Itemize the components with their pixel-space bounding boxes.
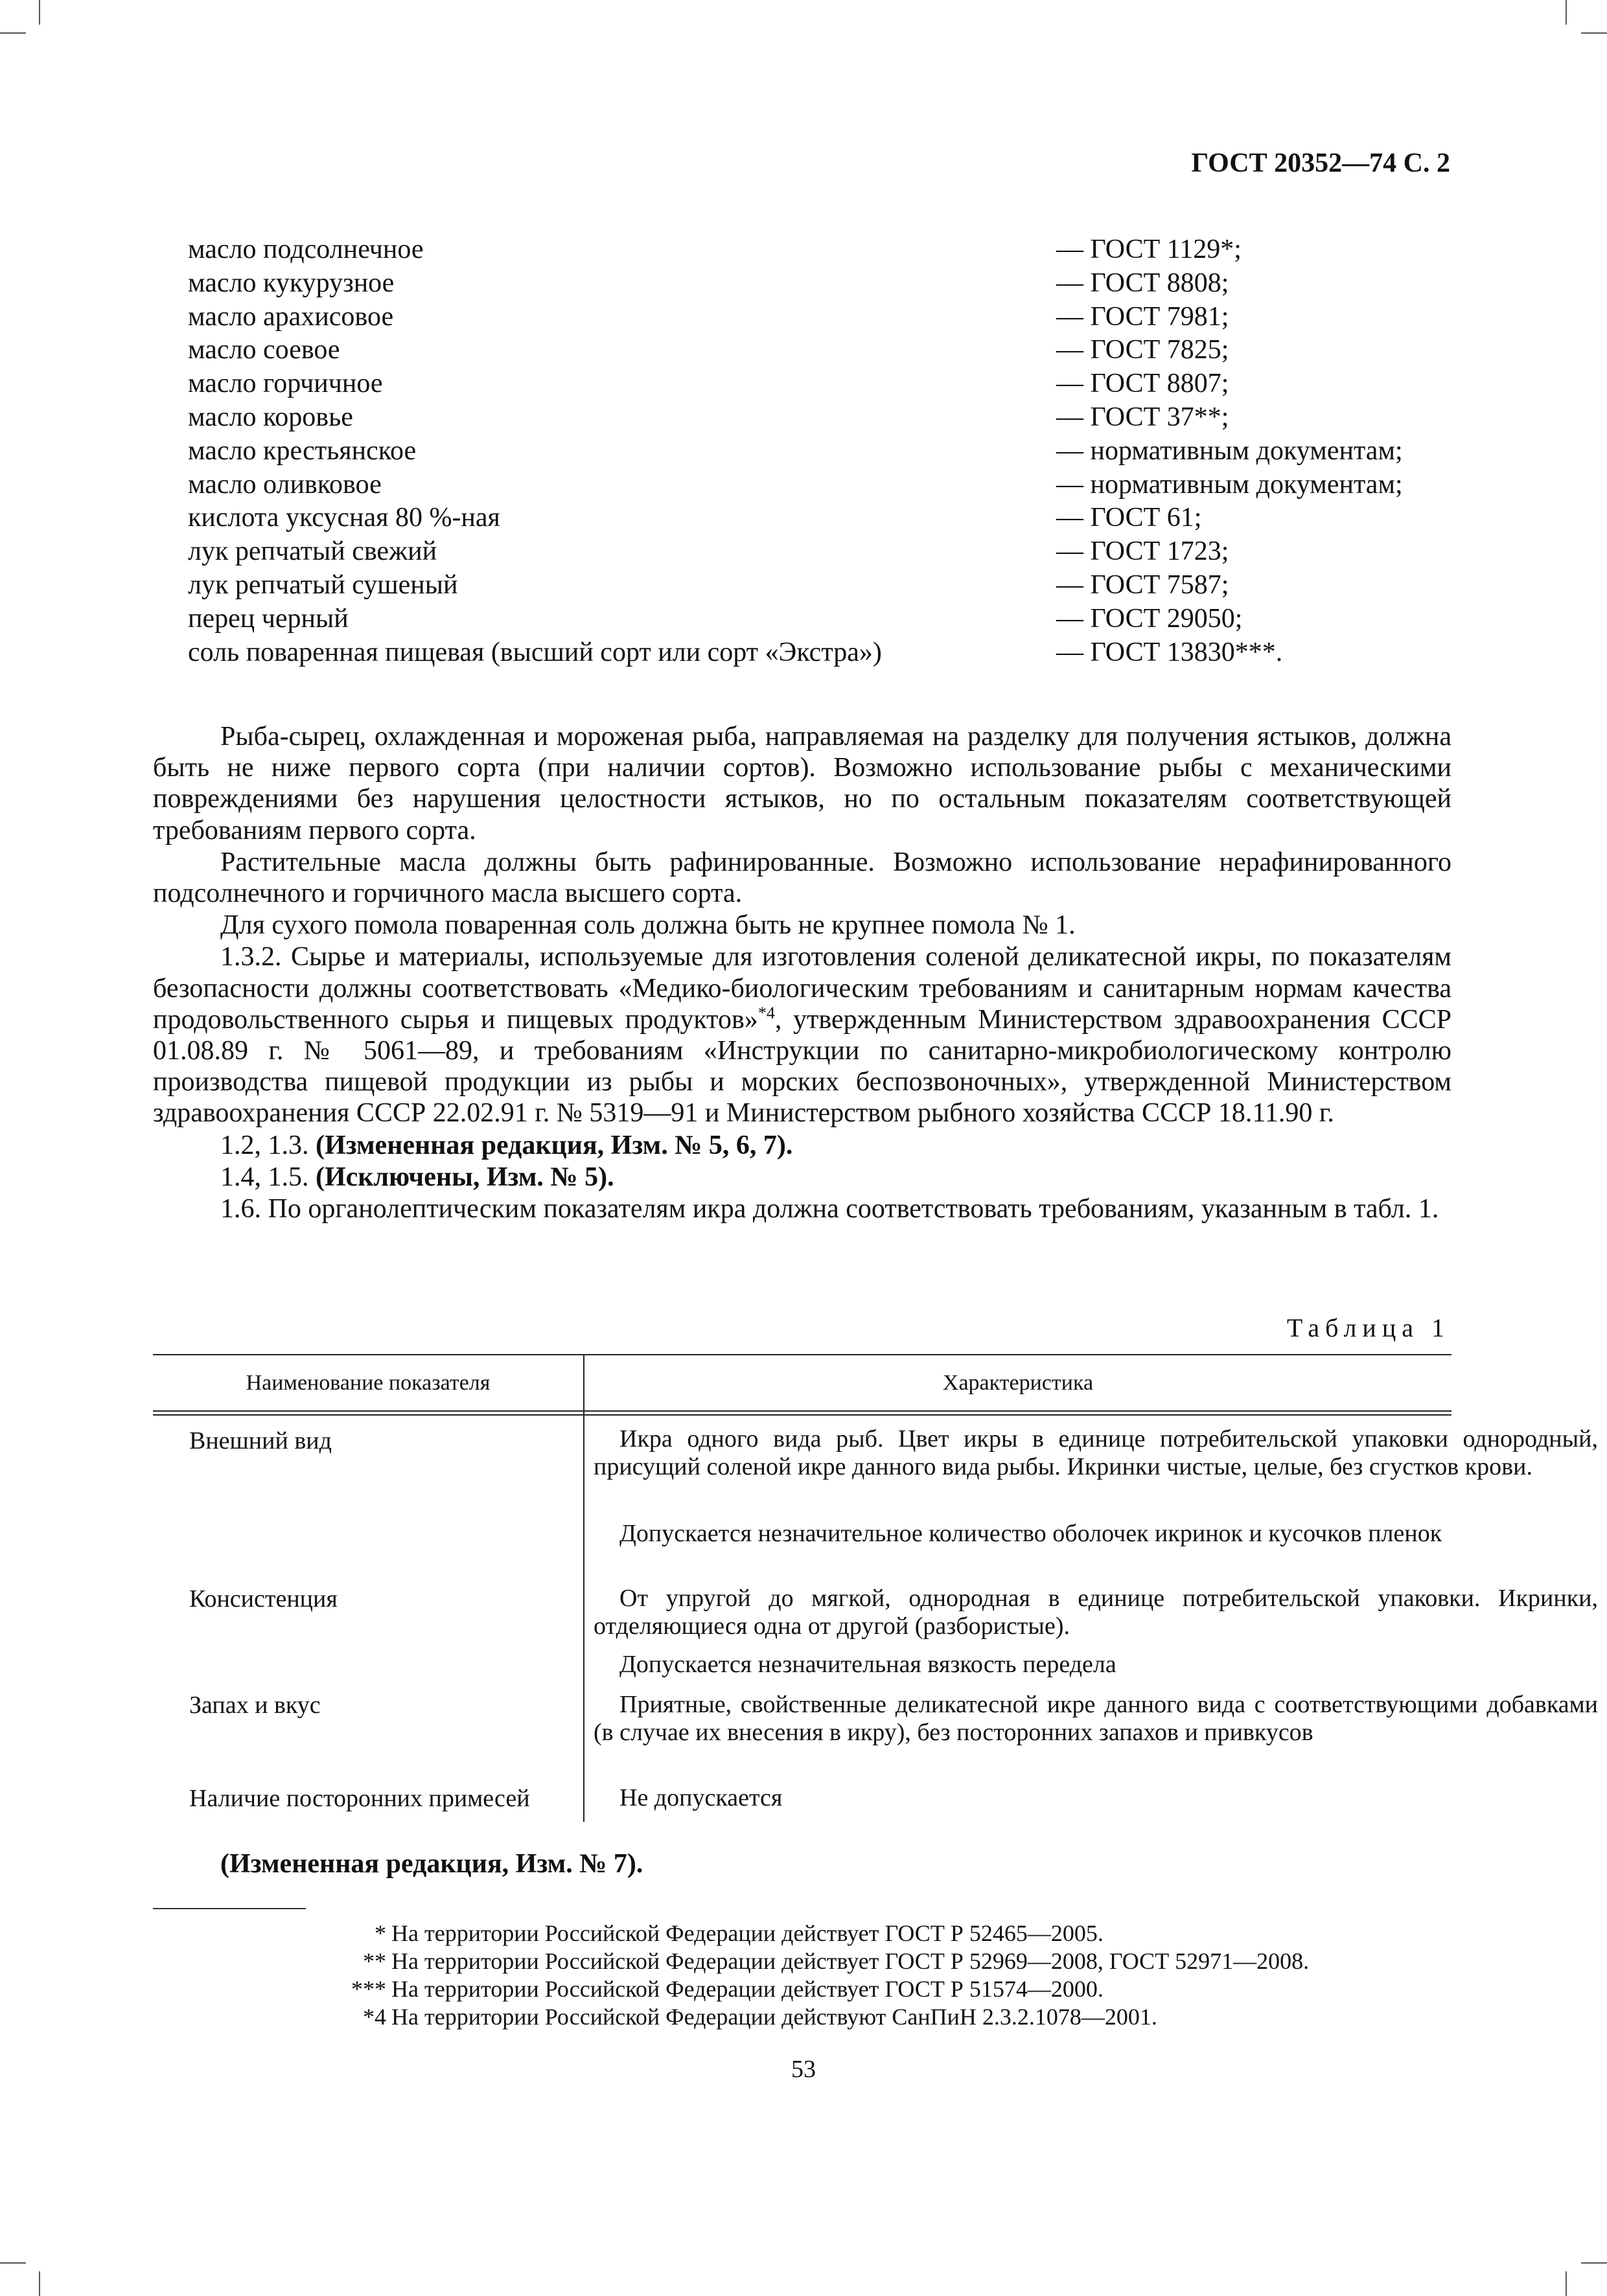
ingredient-standard: — нормативным документам; (1056, 469, 1403, 499)
list-item (188, 535, 1458, 569)
table-row-text (594, 1585, 1598, 1640)
table-cell: От упругой до мягкой, однородная в единице потребительской упаковки. Икринки, отделяющиеся одна от другой (разбористые). (594, 1585, 1598, 1640)
ingredient-standard: — ГОСТ 1723; (1056, 536, 1229, 567)
ingredient-name: масло оливковое (188, 469, 382, 499)
table-caption: Таблица 1 (1286, 1313, 1450, 1342)
table-row-name: Запах и вкус (189, 1692, 321, 1719)
table-header-name: Наименование показателя (246, 1371, 491, 1395)
paragraph: Для сухого помола поваренная соль должна быть не крупнее помола № 1. (220, 910, 1076, 941)
table-row-text (594, 1784, 1598, 1812)
footnote-text: На территории Российской Федерации действует ГОСТ Р 51574—2000. (391, 1976, 1104, 2002)
ingredient-standard: — нормативным документам; (1056, 435, 1403, 466)
ingredient-name: лук репчатый сушеный (188, 569, 458, 600)
crop-mark (0, 32, 26, 34)
crop-mark (1566, 2271, 1567, 2296)
table-cell: Допускается незначительная вязкость передела (619, 1651, 1116, 1678)
ingredient-name: масло арахисовое (188, 301, 394, 332)
ingredient-standard: — ГОСТ 61; (1056, 503, 1202, 533)
crop-mark (39, 0, 40, 25)
footnotes (153, 1920, 1384, 2031)
page-number: 53 (791, 2056, 816, 2083)
page-header: ГОСТ 20352—74 С. 2 (1191, 148, 1450, 178)
footnote (153, 1920, 1384, 1947)
crop-mark (1581, 32, 1607, 34)
ingredient-standard: — ГОСТ 8808; (1056, 268, 1229, 298)
crop-mark (39, 2271, 40, 2296)
table-rule (153, 1354, 1451, 1355)
ingredient-standard: — ГОСТ 7981; (1056, 301, 1229, 332)
ingredient-name: масло подсолнечное (188, 235, 424, 264)
footnote (153, 1975, 1384, 2003)
amendment-text: (Исключены, Изм. № 5). (316, 1162, 614, 1192)
footnote-text: На территории Российской Федерации действуют СанПиН 2.3.2.1078—2001. (391, 2004, 1157, 2030)
table-header-characteristic: Характеристика (942, 1371, 1094, 1395)
paragraph-1-3-2 (153, 941, 1451, 1129)
list-item (188, 603, 1458, 636)
crop-mark (1566, 0, 1567, 25)
ingredient-standard: — ГОСТ 7825; (1056, 335, 1229, 365)
crop-mark (1581, 2262, 1607, 2264)
clause-ref: 1.2, 1.3. (220, 1130, 309, 1160)
table-row-text (594, 1520, 1598, 1548)
clause-ref: 1.4, 1.5. (220, 1162, 309, 1192)
paragraph-text: , утвержденным Министерством здравоохранения СССР 01.08.89 г. № 5061—89, и требованиям «Инструкции по санитарно-микробиологическому контролю производства пищевой продукции из рыбы и морских беспозвоночных», утвержденной Министерством здравоохранения СССР 22.02.91 г. № 5319—91 и Министерством рыбного хозяйства СССР 18.11.90 г. (153, 1004, 1451, 1129)
ingredient-standard: — ГОСТ 37**; (1056, 402, 1229, 432)
paragraph-text: 1.3.2. Сырье и материалы, используемые для изготовления соленой деликатесной икры, по показателям безопасности должны соответствовать «Медико-биологическим требованиям и санитарным нормам качества продовольственного сырья и пищевых продуктов» (153, 942, 1451, 1035)
paragraph: Рыба-сырец, охлажденная и мороженая рыба, направляемая на разделку для получения ястыков, должна быть не ниже первого сорта (при наличии сортов). Возможно использование рыбы с механическими повреждениями без нарушения целостности ястыков, но по остальным показателям соответствующей требованиям первого сорта. (153, 722, 1451, 845)
paragraph: Растительные масла должны быть рафинированные. Возможно использование нерафинированного подсолнечного и горчичного масла высшего сорта. (153, 847, 1451, 909)
list-item (188, 569, 1458, 603)
paragraph: 1.6. По органолептическим показателям икра должна соответствовать требованиям, указанным в табл. 1. (220, 1194, 1439, 1224)
table-cell: Допускается незначительное количество оболочек икринок и кусочков пленок (619, 1520, 1442, 1547)
ingredient-standard: — ГОСТ 7587; (1056, 569, 1229, 600)
table-row-name: Внешний вид (189, 1427, 332, 1454)
table-row-name: Наличие посторонних примесей (189, 1785, 530, 1812)
table-row-text (594, 1425, 1598, 1481)
ingredient-standard: — ГОСТ 29050; (1056, 603, 1243, 634)
list-item (188, 233, 1458, 267)
body-text (153, 721, 1451, 1224)
list-item (188, 367, 1458, 401)
ingredient-name: соль поваренная пищевая (высший сорт или сорт «Экстра») (188, 637, 882, 667)
list-item (188, 301, 1458, 334)
crop-mark (0, 2262, 26, 2264)
amendment-footer: (Измененная редакция, Изм. № 7). (220, 1849, 643, 1879)
list-item (188, 267, 1458, 301)
amendment-note (153, 1130, 1451, 1161)
footnote-text: На территории Российской Федерации действует ГОСТ Р 52465—2005. (391, 1920, 1104, 1946)
list-item (188, 468, 1458, 502)
ingredient-name: лук репчатый свежий (188, 536, 437, 567)
ingredient-name: масло кукурузное (188, 268, 395, 298)
list-item (188, 636, 1458, 670)
ingredient-name: масло крестьянское (188, 435, 417, 466)
footnote (153, 2003, 1384, 2031)
table-row-text (594, 1651, 1598, 1679)
footnote-mark: ** (363, 1948, 386, 1974)
amendment-note (153, 1162, 1451, 1193)
ingredients-list (188, 233, 1458, 669)
table-cell: Икра одного вида рыб. Цвет икры в единице потребительской упаковки однородный, присущий соленой икре данного вида рыбы. Икринки чистые, целые, без сгустков крови. (594, 1425, 1598, 1480)
ingredient-standard: — ГОСТ 1129*; (1056, 235, 1242, 264)
amendment-text: (Измененная редакция, Изм. № 5, 6, 7). (316, 1130, 793, 1160)
footnote-text: На территории Российской Федерации действует ГОСТ Р 52969—2008, ГОСТ 52971—2008. (391, 1948, 1310, 1974)
table-divider (583, 1354, 584, 1822)
table-row-name: Консистенция (189, 1585, 338, 1613)
ingredient-name: масло соевое (188, 335, 340, 365)
footnote (153, 1947, 1384, 1975)
list-item (188, 501, 1458, 535)
footnote-mark: *** (351, 1976, 386, 2002)
table-cell: Не допускается (619, 1784, 783, 1811)
footnote-separator (153, 1908, 306, 1909)
footnote-ref: *4 (757, 1003, 775, 1022)
ingredient-standard: — ГОСТ 13830***. (1056, 637, 1283, 667)
ingredient-name: масло коровье (188, 402, 353, 432)
list-item (188, 401, 1458, 435)
footnote-mark: *4 (363, 2004, 386, 2030)
ingredient-name: кислота уксусная 80 %-ная (188, 503, 500, 533)
table-row-text (594, 1691, 1598, 1747)
ingredient-name: масло горчичное (188, 369, 383, 399)
list-item (188, 334, 1458, 367)
list-item (188, 435, 1458, 468)
ingredient-standard: — ГОСТ 8807; (1056, 369, 1229, 399)
table-cell: Приятные, свойственные деликатесной икре данного вида с соответствующими добавками (в случае их внесения в икру), без посторонних запахов и привкусов (594, 1691, 1598, 1746)
ingredient-name: перец черный (188, 603, 349, 634)
table-rule (153, 1410, 1451, 1416)
footnote-mark: * (375, 1920, 386, 1946)
